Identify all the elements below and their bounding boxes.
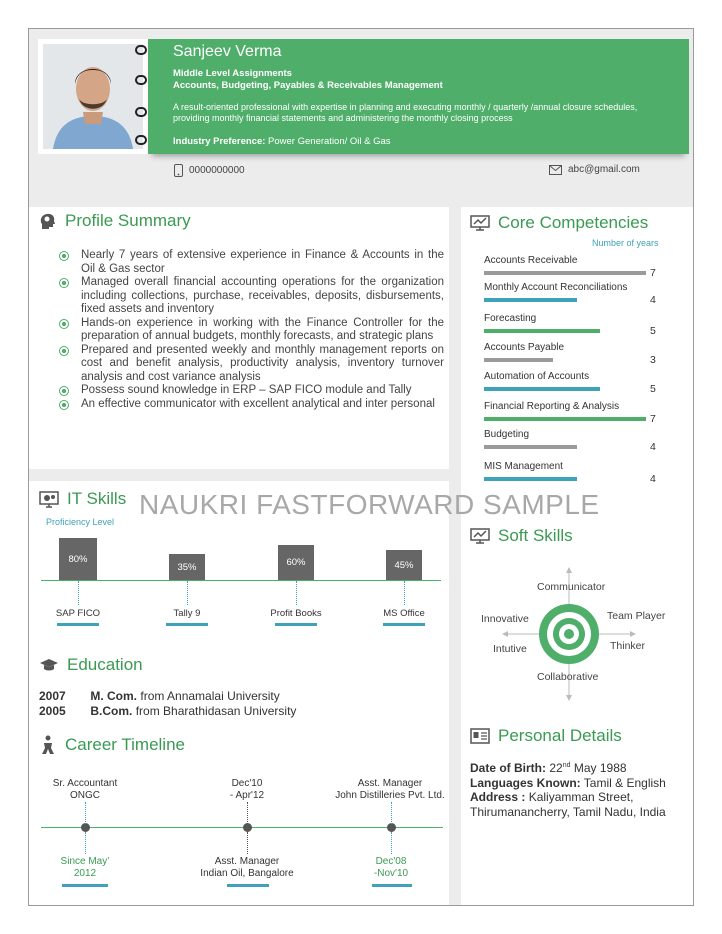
competency-label: Accounts Payable [484, 342, 565, 353]
presentation-board-icon [470, 215, 490, 231]
core-competencies-heading: Core Competencies [470, 213, 648, 233]
competency-bar [484, 271, 646, 275]
it-skill-bar [59, 538, 97, 580]
competency-label: MIS Management [484, 461, 563, 472]
timeline-axis [41, 827, 443, 828]
timeline-dot [243, 823, 252, 832]
timeline-entry-since-2012: Since May’ 2012 [60, 856, 110, 879]
it-skill-bar [386, 550, 422, 580]
competencies-subtitle: Number of years [592, 238, 659, 248]
it-skill-bar [278, 545, 314, 580]
competency-label: Accounts Receivable [484, 255, 578, 266]
timeline-entry-dates-1: Dec'10 - Apr'12 [229, 778, 265, 801]
id-card-icon [470, 728, 490, 744]
competency-years: 7 [650, 267, 656, 279]
soft-skills-heading: Soft Skills [470, 526, 573, 546]
personal-details [470, 759, 690, 819]
timeline-entry-indian-oil: Asst. Manager Indian Oil, Bangalore [200, 856, 294, 879]
envelope-icon [549, 165, 562, 175]
it-skill-label: MS Office [383, 608, 425, 619]
competency-bar [484, 358, 553, 362]
it-skill-bar [169, 554, 205, 580]
soft-skill-label: Thinker [610, 640, 646, 652]
personal-details-heading: Personal Details [470, 726, 622, 746]
header-banner [148, 39, 689, 154]
role-level: Middle Level Assignments [173, 68, 292, 79]
competency-years: 5 [650, 325, 656, 337]
list-item: Prepared and presented weekly and monthly management reports on cost and benefit analysis, productivity analysis, inventory turnover analysis and cost variance analysis [59, 344, 444, 385]
competency-label: Forecasting [484, 313, 537, 324]
profile-photo [38, 39, 148, 154]
languages-row: Languages Known: Tamil & English [470, 775, 666, 790]
it-skills-heading: IT Skills [39, 489, 126, 509]
candidate-name: Sanjeev Verma [173, 43, 282, 60]
competency-years: 7 [650, 413, 656, 425]
competency-bar [484, 298, 577, 302]
it-skill-percent: 45% [394, 559, 414, 571]
it-skill-underline [275, 623, 317, 626]
education-row: 2007 M. Com. from Annamalai University [39, 689, 280, 703]
it-skill-percent: 35% [177, 561, 197, 573]
education-row: 2005 B.Com. from Bharathidasan University [39, 704, 297, 718]
list-item: Nearly 7 years of extensive experience in Finance & Accounts in the Oil & Gas sector [59, 249, 444, 276]
it-skill-label: Profit Books [270, 608, 322, 619]
soft-skill-label: Communicator [537, 581, 606, 593]
list-item: Hands-on experience in working with the Finance Controller for the preparation of annual budgets, monthly forecasts, and strategic plans [59, 317, 444, 344]
resume-page [28, 28, 694, 906]
competency-label: Financial Reporting & Analysis [484, 401, 620, 412]
competency-bar [484, 387, 600, 391]
list-item: Managed overall financial accounting operations for the organization including collections, purchase, receivables, deposits, disbursements, fixed assets and inventory [59, 276, 444, 317]
dob-row: Date of Birth: 22nd May 1988 [470, 761, 627, 775]
it-skill-label: SAP FICO [55, 608, 101, 619]
career-timeline-heading: Career Timeline [39, 735, 185, 755]
it-skill-underline [57, 623, 99, 626]
soft-skill-label: Collaborative [537, 671, 599, 683]
competency-bar [484, 445, 577, 449]
watermark-text: NAUKRI FASTFORWARD SAMPLE [139, 489, 600, 520]
soft-skill-label: Team Player [607, 610, 666, 622]
it-skill-underline [383, 623, 425, 626]
objective-text: A result-oriented professional with expertise in planning and executing monthly / quarterly /annual closure schedules, providing monthly financial statements and administering the monthly closing process [173, 102, 638, 123]
list-item: Possess sound knowledge in ERP – SAP FICO module and Tally [59, 384, 444, 398]
competency-years: 4 [650, 441, 656, 453]
competency-label: Budgeting [484, 429, 530, 440]
timeline-entry-ongc: Sr. Accountant ONGC [52, 778, 118, 801]
it-skill-label: Tally 9 [173, 608, 201, 619]
phone-contact: 0000000000 [174, 164, 245, 177]
competency-years: 4 [650, 473, 656, 485]
computer-gears-icon [39, 491, 59, 508]
timeline-entry-dates-2: Dec'08 -Nov'10 [373, 856, 409, 879]
it-skill-underline [166, 623, 208, 626]
it-skill-connector [296, 581, 297, 605]
competency-bar [484, 329, 600, 333]
it-skills-subtitle: Proficiency Level [46, 517, 115, 527]
competency-bar [484, 417, 646, 421]
soft-skill-label: Intutive [493, 643, 527, 655]
it-skill-connector [187, 581, 188, 605]
competency-years: 3 [650, 354, 656, 366]
email-contact: abc@gmail.com [549, 164, 640, 175]
timeline-entry-john-distilleries: Asst. Manager John Distilleries Pvt. Ltd. [335, 778, 445, 801]
soft-skill-label: Innovative [481, 613, 529, 625]
timeline-dot [387, 823, 396, 832]
graduation-cap-icon [39, 658, 59, 672]
head-gears-icon [39, 212, 57, 230]
timeline-dot [81, 823, 90, 832]
competency-years: 4 [650, 294, 656, 306]
it-skills-baseline [41, 580, 441, 581]
profile-summary-heading: Profile Summary [39, 211, 191, 231]
role-areas: Accounts, Budgeting, Payables & Receivables Management [173, 80, 443, 91]
binder-rings [135, 43, 149, 153]
list-item: An effective communicator with excellent analytical and inter personal [59, 398, 444, 412]
it-skill-percent: 80% [68, 553, 88, 565]
competency-label: Automation of Accounts [484, 371, 590, 382]
profile-summary-list [59, 249, 444, 411]
competency-label: Monthly Account Reconciliations [484, 282, 628, 293]
it-skill-percent: 60% [286, 557, 306, 568]
competency-years: 5 [650, 383, 656, 395]
mobile-phone-icon [174, 164, 183, 177]
climbing-person-icon [39, 735, 57, 755]
competency-bar [484, 477, 577, 481]
industry-preference: Industry Preference: Power Generation/ Oil & Gas [173, 136, 391, 147]
it-skill-connector [404, 581, 405, 605]
it-skill-connector [78, 581, 79, 605]
address-row: Address : Kaliyamman Street, Thirumanancherry, Tamil Nadu, India [470, 790, 666, 819]
education-heading: Education [39, 655, 143, 675]
presentation-board-icon [470, 528, 490, 544]
person-photo-icon [43, 44, 143, 149]
